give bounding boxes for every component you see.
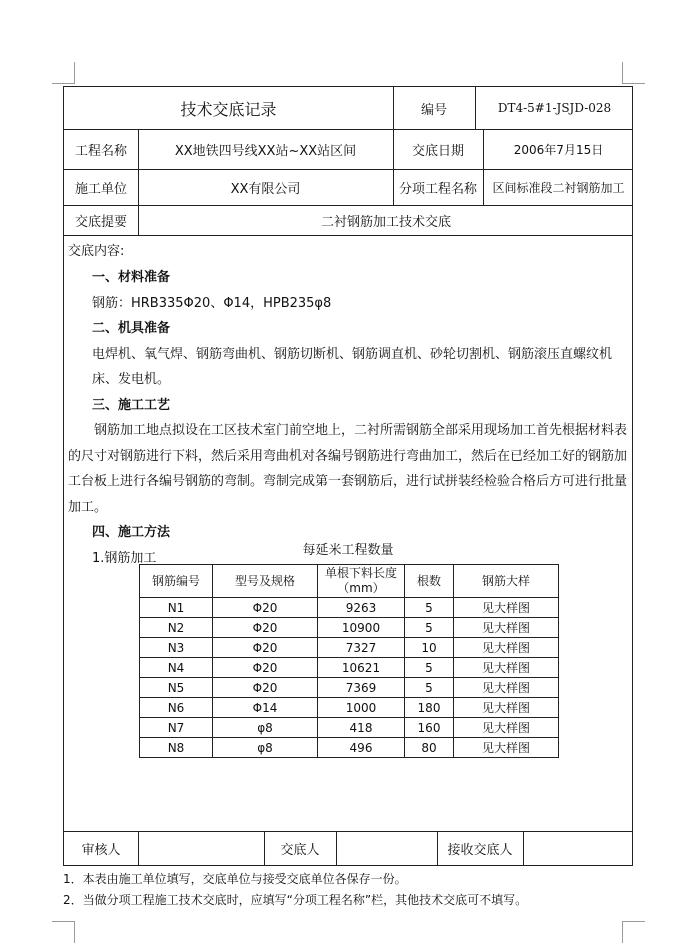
cell-length: 418 (318, 718, 405, 738)
date-label: 交底日期 (411, 143, 464, 159)
col-header-detail: 钢筋大样 (454, 565, 559, 598)
cell-id: N1 (140, 598, 213, 618)
cell-id: N5 (140, 678, 213, 698)
section-title-materials: 一、材料准备 (92, 270, 171, 285)
unit-label: 施工单位 (74, 181, 127, 197)
crop-mark (623, 921, 645, 922)
cell-length: 7369 (318, 678, 405, 698)
form-title: 技术交底记录 (180, 99, 277, 119)
crop-mark (52, 83, 74, 84)
cell-count: 80 (405, 738, 454, 758)
cell-length: 10900 (318, 618, 405, 638)
section-subtitle-rebar: 1.钢筋加工 (92, 550, 157, 566)
number-value: DT4-5#1-JSJD-028 (497, 101, 612, 115)
quantity-table (139, 564, 559, 758)
cell-detail: 见大样图 (454, 738, 559, 758)
cell-count: 180 (405, 698, 454, 718)
content-body (64, 265, 634, 571)
receiver-signature-field[interactable] (524, 831, 634, 865)
cell-length: 10621 (318, 658, 405, 678)
unit-value: XX有限公司 (230, 181, 301, 197)
cell-count: 5 (405, 618, 454, 638)
table-row (140, 738, 559, 758)
table-row (140, 598, 559, 618)
cell-spec: Φ20 (213, 678, 318, 698)
discloser-label: 交底人 (280, 842, 320, 858)
section-title-process: 三、施工工艺 (92, 397, 171, 413)
content-intro: 交底内容: (68, 244, 125, 259)
cell-count: 5 (405, 658, 454, 678)
table-row (140, 698, 559, 718)
footnotes (63, 869, 527, 911)
cell-id: N4 (140, 658, 213, 678)
cell-length: 496 (318, 738, 405, 758)
table-row (140, 618, 559, 638)
section-text-process: 钢筋加工地点拟设在工区技术室门前空地上，二衬所需钢筋全部采用现场加工首先根据材料表的尺寸对钢筋进行下料，然后采用弯曲机对各编号钢筋进行弯曲加工，然后在已经加工好的钢筋加工台板上进行各编号钢筋的弯制。弯制完成第一套钢筋后，进行试拼装经检验合格后方可进行批量加工。 (68, 423, 628, 515)
table-caption: 每延米工程数量 (302, 543, 394, 558)
crop-mark (52, 921, 74, 922)
section-text-equipment: 电焊机、氧气焊、钢筋弯曲机、钢筋切断机、钢筋调直机、砂轮切割机、钢筋滚压直螺纹机床、发电机。 (92, 346, 613, 387)
cell-id: N7 (140, 718, 213, 738)
summary-value: 二衬钢筋加工技术交底 (320, 214, 451, 230)
summary-label: 交底提要 (74, 214, 127, 230)
cell-detail: 见大样图 (454, 658, 559, 678)
table-row (140, 678, 559, 698)
cell-spec: Φ20 (213, 598, 318, 618)
cell-spec: Φ14 (213, 698, 318, 718)
table-row (140, 658, 559, 678)
discloser-signature-field[interactable] (337, 831, 437, 865)
cell-id: N6 (140, 698, 213, 718)
subproject-value: 区间标准段二衬钢筋加工 (492, 180, 625, 195)
crop-mark (74, 62, 75, 84)
cell-detail: 见大样图 (454, 698, 559, 718)
cell-count: 5 (405, 598, 454, 618)
col-header-count: 根数 (405, 565, 454, 598)
cell-spec: Φ20 (213, 618, 318, 638)
table-header-row (140, 565, 559, 598)
cell-count: 160 (405, 718, 454, 738)
crop-mark (622, 921, 623, 943)
cell-count: 10 (405, 638, 454, 658)
cell-detail: 见大样图 (454, 718, 559, 738)
cell-spec: Φ20 (213, 658, 318, 678)
table-row (140, 638, 559, 658)
cell-id: N8 (140, 738, 213, 758)
reviewer-label: 审核人 (81, 842, 121, 858)
cell-spec: φ8 (213, 718, 318, 738)
cell-length: 1000 (318, 698, 405, 718)
cell-detail: 见大样图 (454, 678, 559, 698)
col-header-length: 单根下料长度（mm） (318, 565, 405, 598)
cell-id: N3 (140, 638, 213, 658)
footnote-1: 1．本表由施工单位填写，交底单位与接受交底单位各保存一份。 (63, 872, 407, 886)
cell-length: 9263 (318, 598, 405, 618)
cell-id: N2 (140, 618, 213, 638)
cell-spec: φ8 (213, 738, 318, 758)
cell-detail: 见大样图 (454, 618, 559, 638)
disclosure-form (63, 86, 633, 866)
cell-spec: Φ20 (213, 638, 318, 658)
col-header-id: 钢筋编号 (140, 565, 213, 598)
crop-mark (74, 921, 75, 943)
crop-mark (623, 83, 645, 84)
section-text-materials: 钢筋：HRB335Φ20、Φ14，HPB235φ8 (92, 295, 332, 311)
col-header-spec: 型号及规格 (213, 565, 318, 598)
crop-mark (622, 62, 623, 84)
date-value: 2006年7月15日 (513, 142, 604, 157)
cell-count: 5 (405, 678, 454, 698)
project-value: XX地铁四号线XX站~XX站区间 (174, 143, 357, 159)
cell-detail: 见大样图 (454, 598, 559, 618)
receiver-label: 接收交底人 (447, 842, 513, 858)
project-label: 工程名称 (74, 143, 127, 159)
section-title-method: 四、施工方法 (92, 525, 171, 540)
subproject-label: 分项工程名称 (398, 181, 477, 197)
cell-detail: 见大样图 (454, 638, 559, 658)
table-row (140, 718, 559, 738)
number-label: 编号 (420, 102, 447, 118)
reviewer-signature-field[interactable] (139, 831, 264, 865)
cell-length: 7327 (318, 638, 405, 658)
section-title-equipment: 二、机具准备 (92, 321, 171, 336)
footnote-2: 2．当做分项工程施工技术交底时，应填写“分项工程名称”栏，其他技术交底可不填写。 (63, 893, 528, 907)
